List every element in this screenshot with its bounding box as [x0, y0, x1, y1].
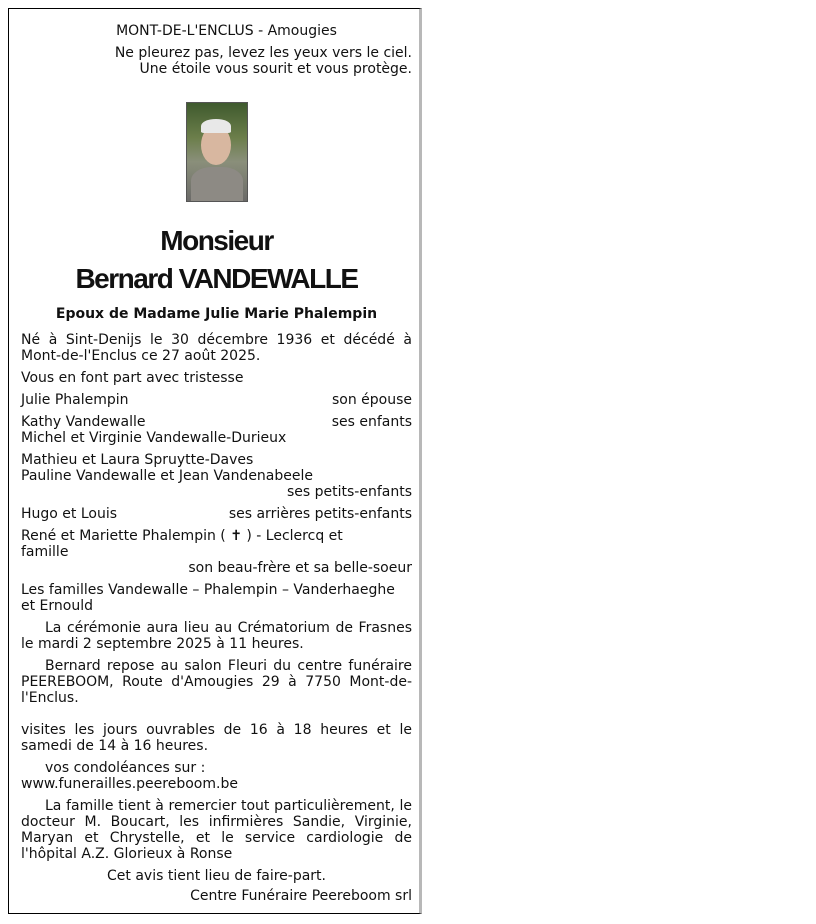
funeral-home: Centre Funéraire Peereboom srl — [190, 888, 412, 904]
children-block — [21, 414, 412, 446]
condolences-label: vos condoléances sur : — [45, 760, 206, 776]
birth-death-text: Né à Sint-Denijs le 30 décembre 1936 et décédé à Mont-de-l'Enclus ce 27 août 2025. — [21, 332, 412, 364]
child-1: Kathy Vandewalle — [21, 414, 146, 430]
spouse-row — [21, 392, 412, 408]
family-intro: Vous en font part avec tristesse — [21, 370, 244, 386]
child-2: Michel et Virginie Vandewalle-Durieux — [21, 430, 287, 446]
grandchildren-block — [21, 452, 412, 500]
poem-line-1: Ne pleurez pas, levez les yeux vers le ciel. — [114, 45, 412, 61]
thanks-text: La famille tient à remercier tout particulièrement, le docteur M. Boucart, les infirmières Sandie, Virginie, Maryan et Chrystelle, et le service cardiologie de l'hôpital A.Z. Glorieux à Ronse — [21, 798, 412, 862]
grandchild-1: Mathieu et Laura Spruytte-Daves — [21, 452, 254, 468]
honorific: Monsieur — [160, 225, 273, 256]
obituary-content — [21, 23, 412, 904]
great-grandchildren-row — [21, 506, 412, 522]
children-role: ses enfants — [331, 414, 412, 430]
spouse-line: Epoux de Madame Julie Marie Phalempin — [55, 306, 378, 322]
ceremony-text: La cérémonie aura lieu au Crématorium de Frasnes le mardi 2 septembre 2025 à 11 heures. — [21, 620, 412, 652]
inlaws-block — [21, 528, 412, 576]
rest-text: Bernard repose au salon Fleuri du centre funéraire PEEREBOOM, Route d'Amougies 29 à 7750 Mont-de-l'Enclus. — [21, 658, 412, 706]
grandchild-2: Pauline Vandewalle et Jean Vandenabeele — [21, 468, 314, 484]
visits-text: visites les jours ouvrables de 16 à 18 heures et le samedi de 14 à 16 heures. — [21, 722, 412, 754]
great-grandchildren-role: ses arrières petits-enfants — [228, 506, 412, 522]
inlaws-role: son beau-frère et sa belle-soeur — [188, 560, 412, 576]
poem-line-2: Une étoile vous sourit et vous protège. — [139, 61, 412, 77]
grandchildren-role: ses petits-enfants — [286, 484, 412, 500]
families: Les familles Vandewalle – Phalempin – Vanderhaeghe et Ernould — [21, 582, 395, 614]
inlaws: René et Mariette Phalempin ( ✝ ) - Leclercq et famille — [21, 528, 343, 560]
location-header: MONT-DE-L'ENCLUS - Amougies — [116, 23, 337, 39]
poem — [21, 45, 412, 77]
spouse-role: son épouse — [331, 392, 412, 408]
portrait-photo — [186, 102, 248, 202]
notice-text: Cet avis tient lieu de faire-part. — [107, 868, 326, 884]
great-grandchildren: Hugo et Louis — [21, 506, 118, 522]
condolences-url[interactable]: www.funerailles.peereboom.be — [21, 776, 238, 792]
obituary-card — [8, 8, 422, 914]
spouse-name: Julie Phalempin — [21, 392, 129, 408]
deceased-name: Bernard VANDEWALLE — [75, 263, 358, 294]
